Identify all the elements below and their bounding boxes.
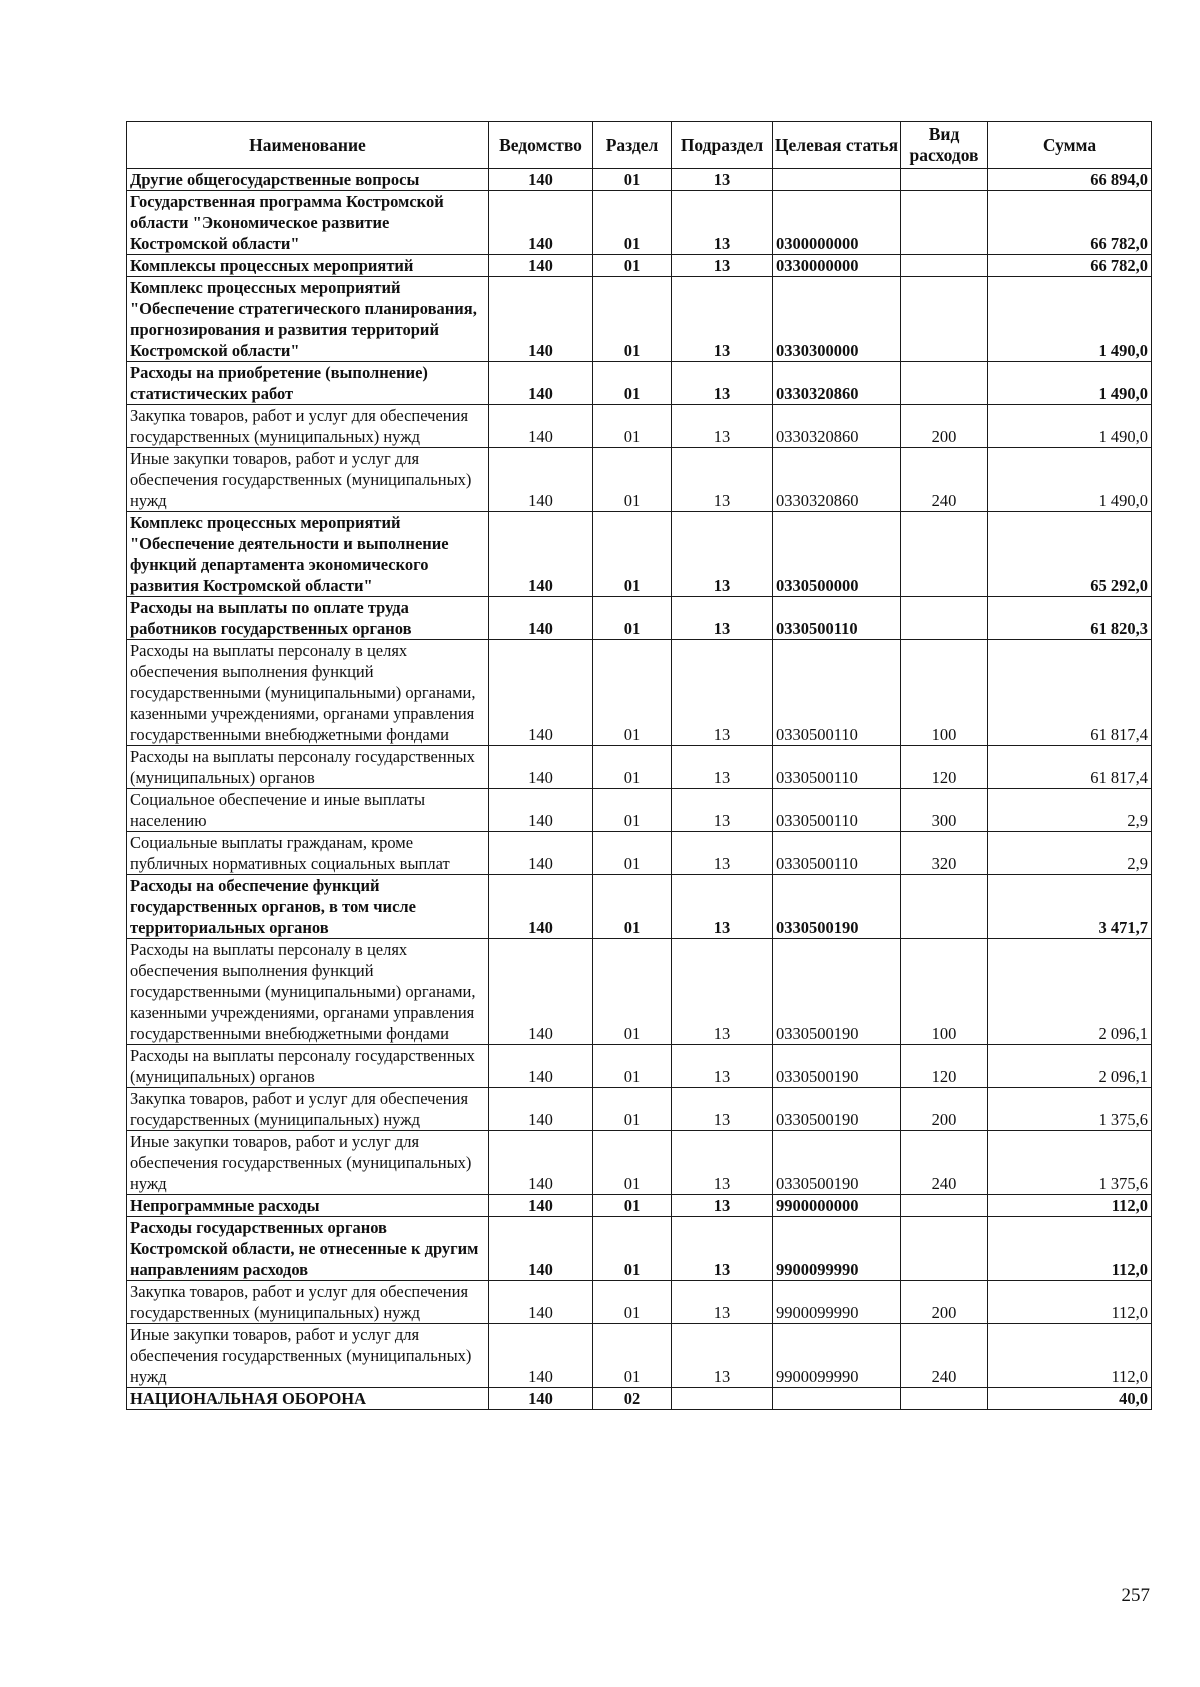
cell-subsection: 13 [672,746,773,789]
cell-subsection: 13 [672,789,773,832]
cell-sum: 1 375,6 [988,1131,1152,1195]
cell-target-item [773,169,901,191]
cell-sum: 112,0 [988,1281,1152,1324]
cell-sum: 61 820,3 [988,597,1152,640]
cell-section: 01 [593,1088,672,1131]
cell-subsection: 13 [672,1131,773,1195]
table-row [127,640,1152,746]
cell-target-item: 0330500190 [773,939,901,1045]
cell-target-item: 0300000000 [773,191,901,255]
table-row [127,512,1152,597]
cell-department: 140 [489,832,593,875]
cell-sum: 2 096,1 [988,1045,1152,1088]
cell-name: Иные закупки товаров, работ и услуг для обеспечения государственных (муниципальных) нужд [127,448,489,512]
header-target-item: Целевая статья [773,122,901,169]
cell-department: 140 [489,597,593,640]
table-row [127,1281,1152,1324]
cell-name: Иные закупки товаров, работ и услуг для обеспечения государственных (муниципальных) нужд [127,1324,489,1388]
cell-sum: 112,0 [988,1324,1152,1388]
table-row [127,1195,1152,1217]
cell-target-item: 9900099990 [773,1217,901,1281]
header-section: Раздел [593,122,672,169]
cell-section: 01 [593,405,672,448]
cell-name: Расходы на обеспечение функций государственных органов, в том числе территориальных органов [127,875,489,939]
cell-section: 01 [593,191,672,255]
cell-name: Закупка товаров, работ и услуг для обеспечения государственных (муниципальных) нужд [127,1281,489,1324]
table-row [127,1088,1152,1131]
cell-section: 01 [593,362,672,405]
cell-section: 01 [593,1324,672,1388]
cell-name: НАЦИОНАЛЬНАЯ ОБОРОНА [127,1388,489,1410]
cell-subsection: 13 [672,405,773,448]
cell-section: 01 [593,1281,672,1324]
cell-subsection: 13 [672,1324,773,1388]
cell-subsection: 13 [672,255,773,277]
cell-sum: 61 817,4 [988,640,1152,746]
cell-section: 01 [593,169,672,191]
cell-section: 01 [593,746,672,789]
header-expense-type: Вид расходов [901,122,988,169]
table-row [127,939,1152,1045]
cell-sum: 66 782,0 [988,191,1152,255]
cell-department: 140 [489,1045,593,1088]
cell-target-item: 0330500000 [773,512,901,597]
cell-expense-type: 200 [901,1088,988,1131]
cell-sum: 1 490,0 [988,362,1152,405]
cell-expense-type: 100 [901,939,988,1045]
table-row [127,1131,1152,1195]
cell-expense-type [901,255,988,277]
cell-name: Другие общегосударственные вопросы [127,169,489,191]
cell-subsection: 13 [672,1088,773,1131]
cell-department: 140 [489,405,593,448]
cell-name: Расходы на выплаты по оплате труда работников государственных органов [127,597,489,640]
cell-sum: 3 471,7 [988,875,1152,939]
cell-department: 140 [489,1217,593,1281]
cell-sum: 2,9 [988,789,1152,832]
cell-section: 02 [593,1388,672,1410]
table-row [127,191,1152,255]
cell-section: 01 [593,939,672,1045]
cell-expense-type [901,1195,988,1217]
cell-department: 140 [489,255,593,277]
table-row [127,1045,1152,1088]
cell-section: 01 [593,1195,672,1217]
cell-name: Расходы на приобретение (выполнение) статистических работ [127,362,489,405]
cell-section: 01 [593,277,672,362]
cell-sum: 1 490,0 [988,405,1152,448]
cell-subsection: 13 [672,1195,773,1217]
cell-expense-type: 120 [901,746,988,789]
table-row [127,832,1152,875]
cell-subsection: 13 [672,939,773,1045]
cell-department: 140 [489,1195,593,1217]
cell-expense-type: 240 [901,1324,988,1388]
cell-subsection: 13 [672,1281,773,1324]
table-row [127,597,1152,640]
cell-name: Расходы на выплаты персоналу в целях обеспечения выполнения функций государственными (муниципальными) органами, казенными учреждениями, органами управления государственными внебюджетными фондами [127,640,489,746]
cell-sum: 2 096,1 [988,939,1152,1045]
cell-expense-type: 320 [901,832,988,875]
cell-department: 140 [489,939,593,1045]
cell-subsection: 13 [672,640,773,746]
cell-sum: 40,0 [988,1388,1152,1410]
cell-target-item: 0330500110 [773,746,901,789]
table-row [127,255,1152,277]
cell-sum: 66 782,0 [988,255,1152,277]
cell-target-item: 0330500110 [773,789,901,832]
cell-expense-type: 300 [901,789,988,832]
cell-department: 140 [489,362,593,405]
cell-sum: 1 490,0 [988,277,1152,362]
cell-section: 01 [593,875,672,939]
cell-name: Закупка товаров, работ и услуг для обеспечения государственных (муниципальных) нужд [127,405,489,448]
table-row [127,405,1152,448]
cell-subsection [672,1388,773,1410]
cell-target-item: 0330500110 [773,640,901,746]
cell-target-item: 0330500190 [773,1131,901,1195]
cell-subsection: 13 [672,1045,773,1088]
cell-sum: 1 375,6 [988,1088,1152,1131]
cell-target-item: 0330500190 [773,1088,901,1131]
cell-department: 140 [489,169,593,191]
cell-target-item: 0330320860 [773,405,901,448]
cell-sum: 112,0 [988,1195,1152,1217]
cell-section: 01 [593,1217,672,1281]
cell-name: Комплекс процессных мероприятий "Обеспечение деятельности и выполнение функций департамента экономического развития Костромской области" [127,512,489,597]
cell-department: 140 [489,1281,593,1324]
cell-target-item: 0330000000 [773,255,901,277]
cell-name: Иные закупки товаров, работ и услуг для обеспечения государственных (муниципальных) нужд [127,1131,489,1195]
cell-expense-type [901,597,988,640]
cell-subsection: 13 [672,1217,773,1281]
cell-name: Комплекс процессных мероприятий "Обеспечение стратегического планирования, прогнозирования и развития территорий Костромской области" [127,277,489,362]
table-row [127,746,1152,789]
cell-department: 140 [489,789,593,832]
cell-subsection: 13 [672,832,773,875]
cell-sum: 61 817,4 [988,746,1152,789]
cell-name: Расходы государственных органов Костромской области, не отнесенные к другим направлениям расходов [127,1217,489,1281]
cell-expense-type [901,191,988,255]
cell-department: 140 [489,1324,593,1388]
header-subsection: Подраздел [672,122,773,169]
cell-sum: 66 894,0 [988,169,1152,191]
cell-department: 140 [489,448,593,512]
cell-section: 01 [593,789,672,832]
cell-target-item: 0330500110 [773,597,901,640]
cell-section: 01 [593,255,672,277]
cell-expense-type [901,1388,988,1410]
cell-department: 140 [489,1131,593,1195]
cell-subsection: 13 [672,448,773,512]
cell-subsection: 13 [672,277,773,362]
cell-section: 01 [593,597,672,640]
cell-section: 01 [593,448,672,512]
cell-target-item: 0330500110 [773,832,901,875]
table-row [127,1324,1152,1388]
cell-target-item [773,1388,901,1410]
cell-expense-type [901,277,988,362]
cell-target-item: 0330500190 [773,875,901,939]
cell-subsection: 13 [672,512,773,597]
cell-expense-type: 100 [901,640,988,746]
budget-table [126,121,1152,1410]
cell-name: Непрограммные расходы [127,1195,489,1217]
cell-target-item: 9900099990 [773,1281,901,1324]
cell-expense-type [901,875,988,939]
cell-expense-type: 200 [901,405,988,448]
cell-expense-type: 200 [901,1281,988,1324]
cell-target-item: 0330320860 [773,448,901,512]
table-header-row [127,122,1152,169]
table-row [127,1217,1152,1281]
header-department: Ведомство [489,122,593,169]
table-row [127,448,1152,512]
cell-department: 140 [489,875,593,939]
cell-department: 140 [489,1088,593,1131]
header-name: Наименование [127,122,489,169]
cell-expense-type [901,1217,988,1281]
cell-department: 140 [489,1388,593,1410]
table-row [127,277,1152,362]
cell-subsection: 13 [672,597,773,640]
cell-subsection: 13 [672,875,773,939]
cell-subsection: 13 [672,362,773,405]
cell-name: Закупка товаров, работ и услуг для обеспечения государственных (муниципальных) нужд [127,1088,489,1131]
cell-sum: 1 490,0 [988,448,1152,512]
cell-name: Социальные выплаты гражданам, кроме публичных нормативных социальных выплат [127,832,489,875]
cell-name: Расходы на выплаты персоналу в целях обеспечения выполнения функций государственными (муниципальными) органами, казенными учреждениями, органами управления государственными внебюджетными фондами [127,939,489,1045]
table-row [127,1388,1152,1410]
cell-expense-type: 240 [901,448,988,512]
cell-department: 140 [489,746,593,789]
cell-section: 01 [593,1131,672,1195]
cell-department: 140 [489,512,593,597]
cell-expense-type: 240 [901,1131,988,1195]
cell-sum: 65 292,0 [988,512,1152,597]
table-row [127,789,1152,832]
cell-target-item: 9900099990 [773,1324,901,1388]
cell-section: 01 [593,512,672,597]
cell-name: Расходы на выплаты персоналу государственных (муниципальных) органов [127,746,489,789]
table-row [127,362,1152,405]
cell-department: 140 [489,277,593,362]
cell-expense-type: 120 [901,1045,988,1088]
page-number: 257 [1121,1585,1150,1606]
cell-section: 01 [593,640,672,746]
cell-subsection: 13 [672,191,773,255]
cell-name: Социальное обеспечение и иные выплаты населению [127,789,489,832]
cell-sum: 112,0 [988,1217,1152,1281]
cell-department: 140 [489,191,593,255]
cell-sum: 2,9 [988,832,1152,875]
cell-department: 140 [489,640,593,746]
cell-expense-type [901,169,988,191]
cell-expense-type [901,362,988,405]
cell-target-item: 0330300000 [773,277,901,362]
cell-section: 01 [593,832,672,875]
cell-subsection: 13 [672,169,773,191]
cell-target-item: 9900000000 [773,1195,901,1217]
table-row [127,169,1152,191]
cell-target-item: 0330500190 [773,1045,901,1088]
header-sum: Сумма [988,122,1152,169]
table-row [127,875,1152,939]
cell-section: 01 [593,1045,672,1088]
cell-name: Расходы на выплаты персоналу государственных (муниципальных) органов [127,1045,489,1088]
cell-expense-type [901,512,988,597]
cell-target-item: 0330320860 [773,362,901,405]
cell-name: Комплексы процессных мероприятий [127,255,489,277]
cell-name: Государственная программа Костромской области "Экономическое развитие Костромской области" [127,191,489,255]
